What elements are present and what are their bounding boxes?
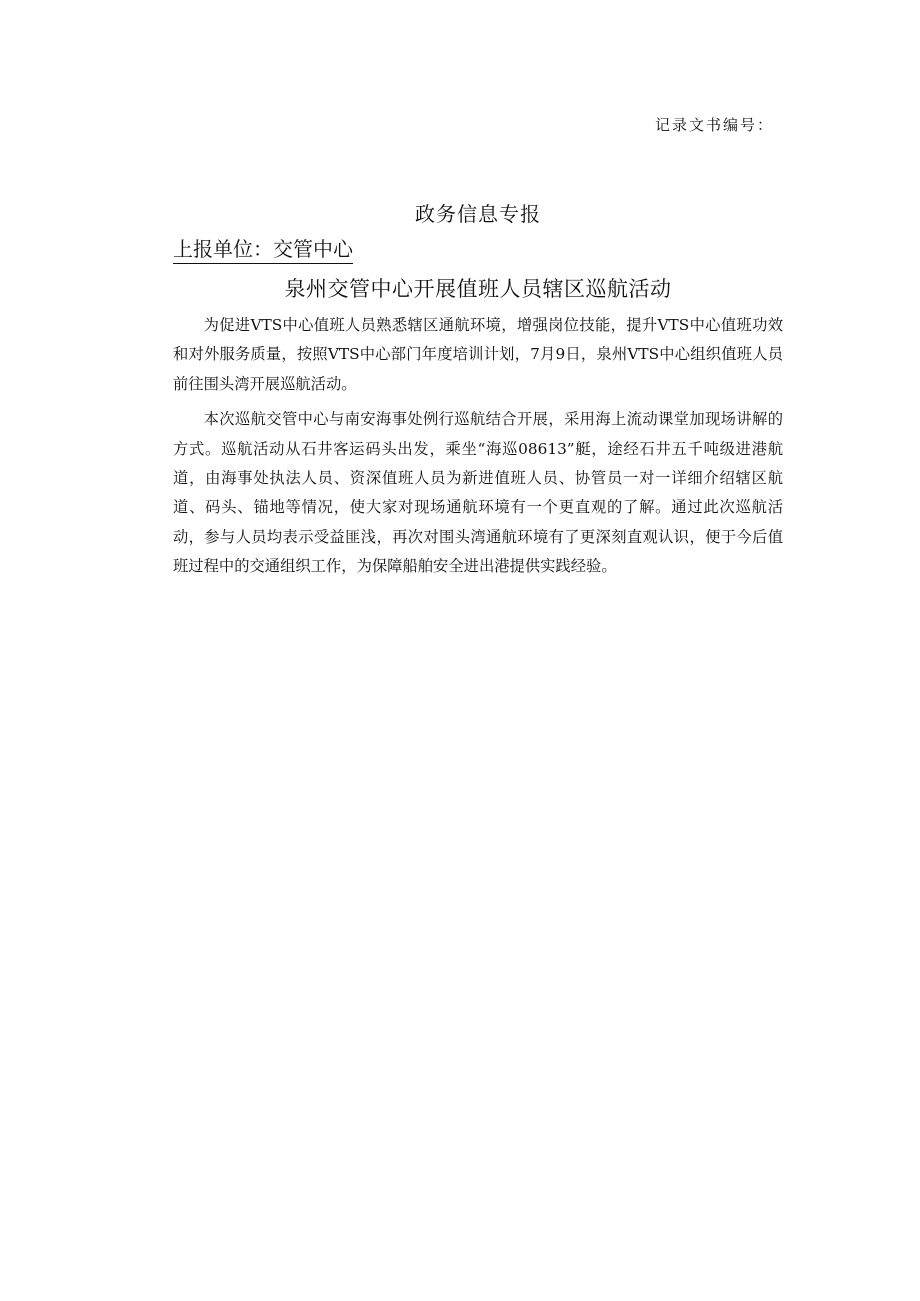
body-paragraph-2: 本次巡航交管中心与南安海事处例行巡航结合开展，采用海上流动课堂加现场讲解的方式。巡航活动从石井客运码头出发，乘坐“海巡08613”艇，途经石井五千吨级进港航道，由海事处执法人员、资深值班人员为新进值班人员、协管员一对一详细介绍辖区航道、码头、锚地等情况，使大家对现场通航环境有一个更直观的了解。通过此次巡航活动，参与人员均表示受益匪浅，再次对围头湾通航环境有了更深刻直观认识，便于今后值班过程中的交通组织工作，为保障船舶安全进出港提供实践经验。 [173, 410, 783, 576]
document-type-heading: 政务信息专报 [415, 202, 541, 226]
article-title: 泉州交管中心开展值班人员辖区巡航活动 [284, 277, 672, 301]
body-paragraph-1: 为促进VTS中心值班人员熟悉辖区通航环境，增强岗位技能，提升VTS中心值班功效和对外服务质量，按照VTS中心部门年度培训计划，7月9日，泉州VTS中心组织值班人员前往围头湾开展巡航活动。 [173, 316, 783, 393]
record-number-label: 记录文书编号： [655, 116, 775, 134]
reporting-unit: 上报单位：交管中心 [173, 233, 353, 264]
article-body [173, 311, 783, 588]
